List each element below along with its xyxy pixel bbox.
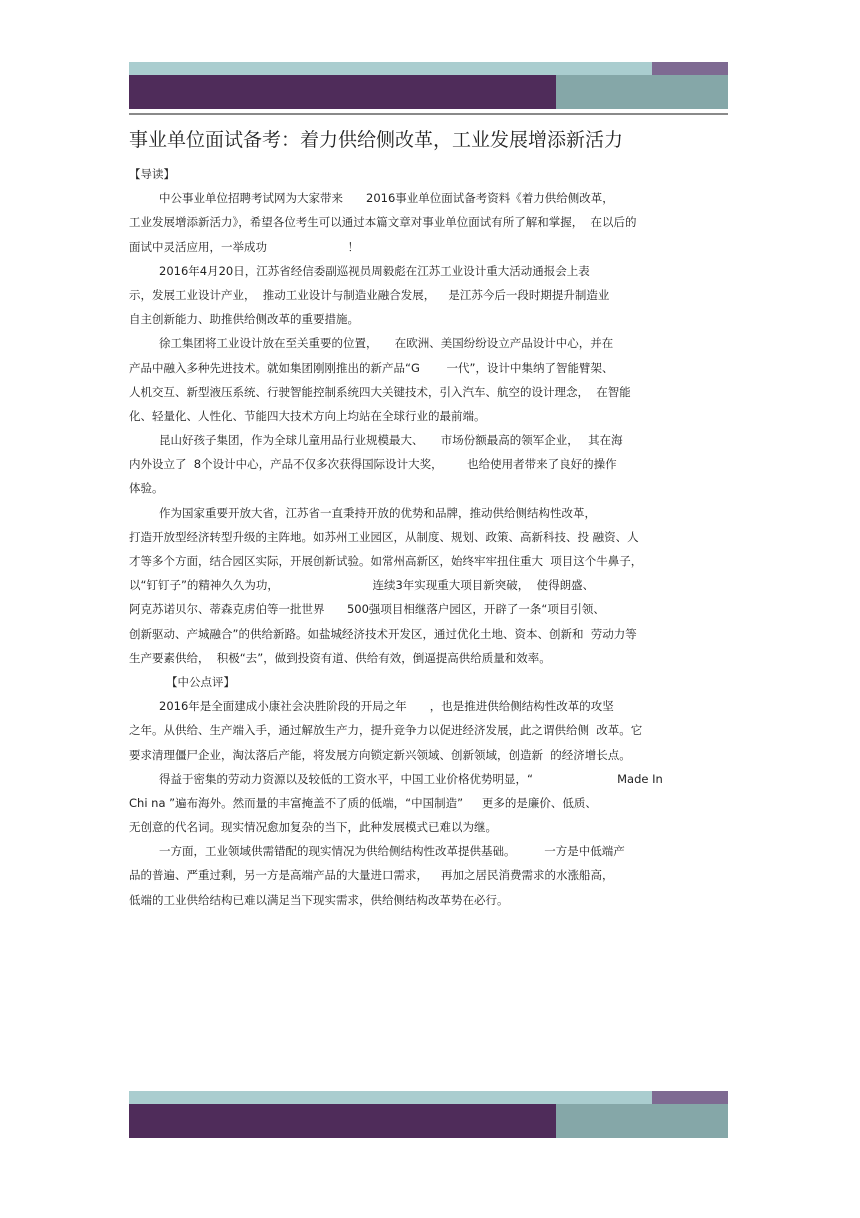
paragraph-line: Chi na ”遍布海外。然而量的丰富掩盖不了质的低端，“中国制造” 更多的是廉价、低质、 (129, 795, 597, 810)
paragraph-line: 自主创新能力、助推供给侧改革的重要措施。 (129, 312, 359, 327)
paragraph-line: 阿克苏诺贝尔、蒂森克虏伯等一批世界 500强项目相继落户园区，开辟了一条“项目引领、 (129, 602, 605, 617)
document-body (129, 162, 729, 912)
paragraph-line: 2016年4月20日，江苏省经信委副巡视员周毅彪在江苏工业设计重大活动通报会上表 (159, 263, 590, 278)
paragraph-line: 作为国家重要开放大省，江苏省一直秉持开放的优势和品牌，推动供给侧结构性改革， (159, 505, 596, 520)
header-band-dark-purple-bar (129, 75, 556, 109)
footer-band-teal-strip (129, 1091, 652, 1104)
header-band-purple-block (652, 62, 728, 75)
paragraph-line: 【中公点评】 (166, 674, 235, 689)
paragraph-line: 【导读】 (129, 167, 175, 181)
paragraph-line: 人机交互、新型液压系统、行驶智能控制系统四大关键技术，引入汽车、航空的设计理念， 在智能 (129, 384, 631, 399)
paragraph-line: 徐工集团将工业设计放在至关重要的位置， 在欧洲、美国纷纷设立产品设计中心，并在 (159, 336, 614, 351)
paragraph-line: 要求清理僵尸企业，淘汰落后产能，将发展方向锁定新兴领域、创新领域，创造新 的经济增长点。 (129, 747, 631, 762)
paragraph-line: 面试中灵活应用，一举成功 ！ (129, 239, 359, 254)
footer-band-teal-block (556, 1104, 728, 1138)
paragraph-line: 产品中融入多种先进技术。就如集团刚刚推出的新产品“G 一代”，设计中集纳了智能臂架、 (129, 360, 614, 375)
paragraph-line: 一方面，工业领域供需错配的现实情况为供给侧结构性改革提供基础。 一方是中低端产 (159, 844, 625, 859)
paragraph-line: 昆山好孩子集团，作为全球儿童用品行业规模最大、 市场份额最高的领军企业， 其在海 (159, 433, 623, 448)
header-band-teal-strip (129, 62, 652, 75)
header-divider (129, 113, 728, 115)
paragraph-line: 品的普遍、严重过剩，另一方是高端产品的大量进口需求， 再加之居民消费需求的水涨船高， (129, 868, 614, 883)
paragraph-line: 体验。 (129, 481, 164, 496)
paragraph-line: 低端的工业供给结构已难以满足当下现实需求，供给侧结构改革势在必行。 (129, 892, 509, 907)
paragraph-line: 化、轻量化、人性化、节能四大技术方向上均站在全球行业的最前端。 (129, 408, 486, 423)
paragraph-line: 工业发展增添新活力》，希望各位考生可以通过本篇文章对事业单位面试有所了解和掌握， 在以后的 (129, 215, 637, 230)
paragraph-line: 创新驱动、产城融合”的供给新路。如盐城经济技术开发区，通过优化土地、资本、创新和 劳动力等 (129, 626, 637, 641)
header-band-teal-block (556, 75, 728, 109)
paragraph-line: 以“钉钉子”的精神久久为功， 连续3年实现重大项目新突破， 使得朗盛、 (129, 578, 595, 593)
paragraph-line: 得益于密集的劳动力资源以及较低的工资水平，中国工业价格优势明显，“ Made In (159, 771, 663, 786)
paragraph-line: 内外设立了 8个设计中心，产品不仅多次获得国际设计大奖， 也给使用者带来了良好的操作 (129, 457, 617, 472)
paragraph-line: 2016年是全面建成小康社会决胜阶段的开局之年 ，也是推进供给侧结构性改革的攻坚 (159, 699, 614, 714)
paragraph-line: 生产要素供给， 积极“去”，做到投资有道、供给有效，倒逼提高供给质量和效率。 (129, 650, 551, 665)
paragraph-line: 才等多个方面，结合园区实际，开展创新试验。如常州高新区，始终牢牢扭住重大 项目这个牛鼻子， (129, 554, 643, 568)
footer-band-purple-block (652, 1091, 728, 1104)
paragraph-line: 之年。从供给、生产端入手，通过解放生产力，提升竞争力以促进经济发展，此之谓供给侧 改革。它 (129, 723, 643, 738)
paragraph-line: 示，发展工业设计产业， 推动工业设计与制造业融合发展， 是江苏今后一段时期提升制造业 (129, 287, 610, 302)
paragraph-line: 中公事业单位招聘考试网为大家带来 2016事业单位面试备考资料《着力供给侧改革， (159, 191, 614, 206)
footer-band-dark-purple-bar (129, 1104, 556, 1138)
document-title: 事业单位面试备考：着力供给侧改革，工业发展增添新活力 (129, 129, 624, 151)
paragraph-line: 打造开放型经济转型升级的主阵地。如苏州工业园区，从制度、规划、政策、高新科技、投 融资、人 (129, 529, 639, 544)
paragraph-line: 无创意的代名词。现实情况愈加复杂的当下，此种发展模式已难以为继。 (129, 820, 497, 835)
